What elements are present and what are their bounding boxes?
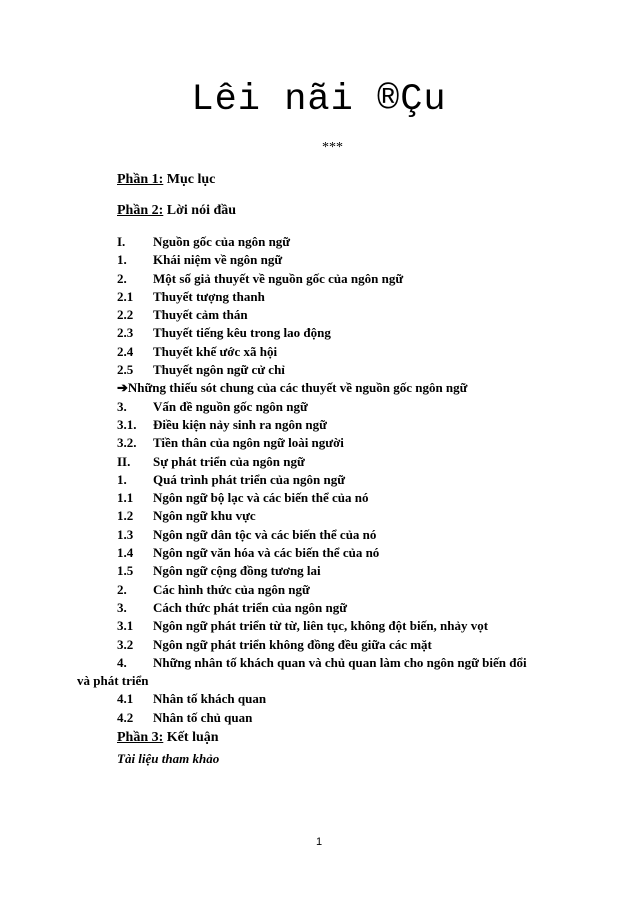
toc-row bbox=[117, 416, 597, 434]
part-3-text: Kết luận bbox=[163, 730, 219, 745]
toc-row bbox=[117, 654, 597, 672]
toc-label: Ngôn ngữ cộng đồng tương lai bbox=[153, 563, 321, 579]
toc-label: Thuyết khế ước xã hội bbox=[153, 343, 278, 359]
toc-label: Sự phát triển của ngôn ngữ bbox=[153, 453, 305, 469]
toc-row bbox=[117, 379, 597, 397]
toc-row bbox=[117, 489, 597, 507]
toc-row bbox=[117, 270, 597, 288]
toc-row bbox=[117, 343, 597, 361]
toc-row bbox=[117, 617, 597, 635]
toc-number: 4.2 bbox=[117, 709, 134, 725]
toc-number: 1. bbox=[117, 252, 127, 268]
part-1-heading bbox=[117, 172, 215, 188]
toc-label: Ngôn ngữ phát triển không đồng đều giữa các mặt bbox=[153, 636, 432, 652]
toc-number: 2. bbox=[117, 581, 127, 597]
toc-label: Thuyết ngôn ngữ cử chỉ bbox=[153, 362, 285, 378]
toc-label: Nhân tố chủ quan bbox=[153, 709, 253, 725]
part-2-text: Lời nói đầu bbox=[163, 203, 237, 218]
toc-number: 3.1. bbox=[117, 416, 137, 432]
toc-label: Tiền thân của ngôn ngữ loài người bbox=[153, 435, 344, 451]
toc-label: Khái niệm về ngôn ngữ bbox=[153, 252, 283, 268]
toc-row bbox=[117, 288, 597, 306]
toc-label: Ngôn ngữ khu vực bbox=[153, 508, 256, 524]
toc-row bbox=[117, 324, 597, 342]
toc-label: Một số giả thuyết về nguồn gốc của ngôn ngữ bbox=[153, 270, 404, 286]
toc-number: I. bbox=[117, 234, 126, 249]
toc-label: Quá trình phát triển của ngôn ngữ bbox=[153, 471, 346, 487]
toc-number: 1.5 bbox=[117, 563, 134, 579]
toc-label: Vấn đề nguồn gốc ngôn ngữ bbox=[153, 398, 308, 414]
toc-row bbox=[117, 471, 597, 489]
toc-number: 1. bbox=[117, 471, 127, 487]
toc-label: Điều kiện nảy sinh ra ngôn ngữ bbox=[153, 416, 327, 432]
toc-row bbox=[117, 233, 597, 251]
toc-row bbox=[117, 544, 597, 562]
toc-row bbox=[117, 581, 597, 599]
toc-row bbox=[117, 690, 597, 708]
toc-row bbox=[117, 636, 597, 654]
toc-number: 2.2 bbox=[117, 307, 134, 323]
toc-row bbox=[117, 306, 597, 324]
part-3-heading bbox=[117, 730, 219, 746]
toc-label: Thuyết tượng thanh bbox=[153, 288, 265, 304]
title-separator: *** bbox=[322, 140, 343, 155]
toc-number: 1.2 bbox=[117, 508, 134, 524]
part-1-label: Phần 1: bbox=[117, 172, 164, 187]
toc-label: Cách thức phát triển của ngôn ngữ bbox=[153, 599, 348, 615]
toc-row bbox=[117, 434, 597, 452]
toc-row bbox=[117, 709, 597, 727]
toc-label: Nguồn gốc của ngôn ngữ bbox=[153, 234, 291, 249]
toc-number: 3.2 bbox=[117, 636, 134, 652]
page-number: 1 bbox=[315, 836, 323, 848]
toc-number: 3.1 bbox=[117, 618, 134, 634]
toc-number: 1.3 bbox=[117, 526, 134, 542]
toc-number: 4.1 bbox=[117, 691, 134, 707]
part-2-heading bbox=[117, 203, 236, 219]
toc-number: 2. bbox=[117, 270, 127, 286]
toc-label: ➔Những thiếu sót chung của các thuyết về nguồn gốc ngôn ngữ bbox=[117, 380, 468, 396]
toc-number: 2.4 bbox=[117, 343, 134, 359]
toc-row bbox=[117, 526, 597, 544]
toc-label: Những nhân tố khách quan và chủ quan làm cho ngôn ngữ biến đổi bbox=[153, 654, 527, 670]
toc-row bbox=[117, 507, 597, 525]
toc-number: 3. bbox=[117, 398, 127, 414]
toc-number: 3.2. bbox=[117, 435, 137, 451]
toc-row bbox=[117, 251, 597, 269]
toc-row bbox=[117, 361, 597, 379]
toc-row bbox=[117, 599, 597, 617]
toc-row bbox=[117, 562, 597, 580]
toc-label: Ngôn ngữ phát triển từ từ, liên tục, không đột biến, nhảy vọt bbox=[153, 618, 489, 634]
toc-row bbox=[117, 398, 597, 416]
table-of-contents bbox=[77, 233, 597, 727]
toc-number: 2.1 bbox=[117, 288, 134, 304]
page-title: Lêi nãi ®Çu bbox=[191, 79, 447, 121]
toc-label: Ngôn ngữ dân tộc và các biến thể của nó bbox=[153, 526, 377, 542]
toc-number: 4. bbox=[117, 654, 127, 670]
toc-label: Thuyết tiếng kêu trong lao động bbox=[153, 325, 331, 341]
toc-label: Các hình thức của ngôn ngữ bbox=[153, 581, 310, 597]
part-1-text: Mục lục bbox=[163, 172, 216, 187]
toc-label: Thuyết cảm thán bbox=[153, 307, 248, 323]
toc-row-continuation bbox=[77, 672, 597, 690]
toc-number: 1.1 bbox=[117, 490, 134, 506]
part-2-label: Phần 2: bbox=[117, 203, 164, 218]
toc-row bbox=[117, 453, 597, 471]
toc-label: Ngôn ngữ văn hóa và các biến thể của nó bbox=[153, 545, 380, 561]
toc-label: và phát triển bbox=[77, 673, 149, 689]
toc-label: Nhân tố khách quan bbox=[153, 691, 267, 707]
part-3-label: Phần 3: bbox=[117, 730, 164, 745]
toc-number: 1.4 bbox=[117, 545, 134, 561]
toc-number: 2.5 bbox=[117, 362, 134, 378]
toc-number: 3. bbox=[117, 599, 127, 615]
toc-number: 2.3 bbox=[117, 325, 134, 341]
toc-label: Ngôn ngữ bộ lạc và các biến thể của nó bbox=[153, 490, 369, 506]
references-heading: Tài liệu tham khảo bbox=[117, 751, 220, 766]
toc-number: II. bbox=[117, 453, 131, 469]
